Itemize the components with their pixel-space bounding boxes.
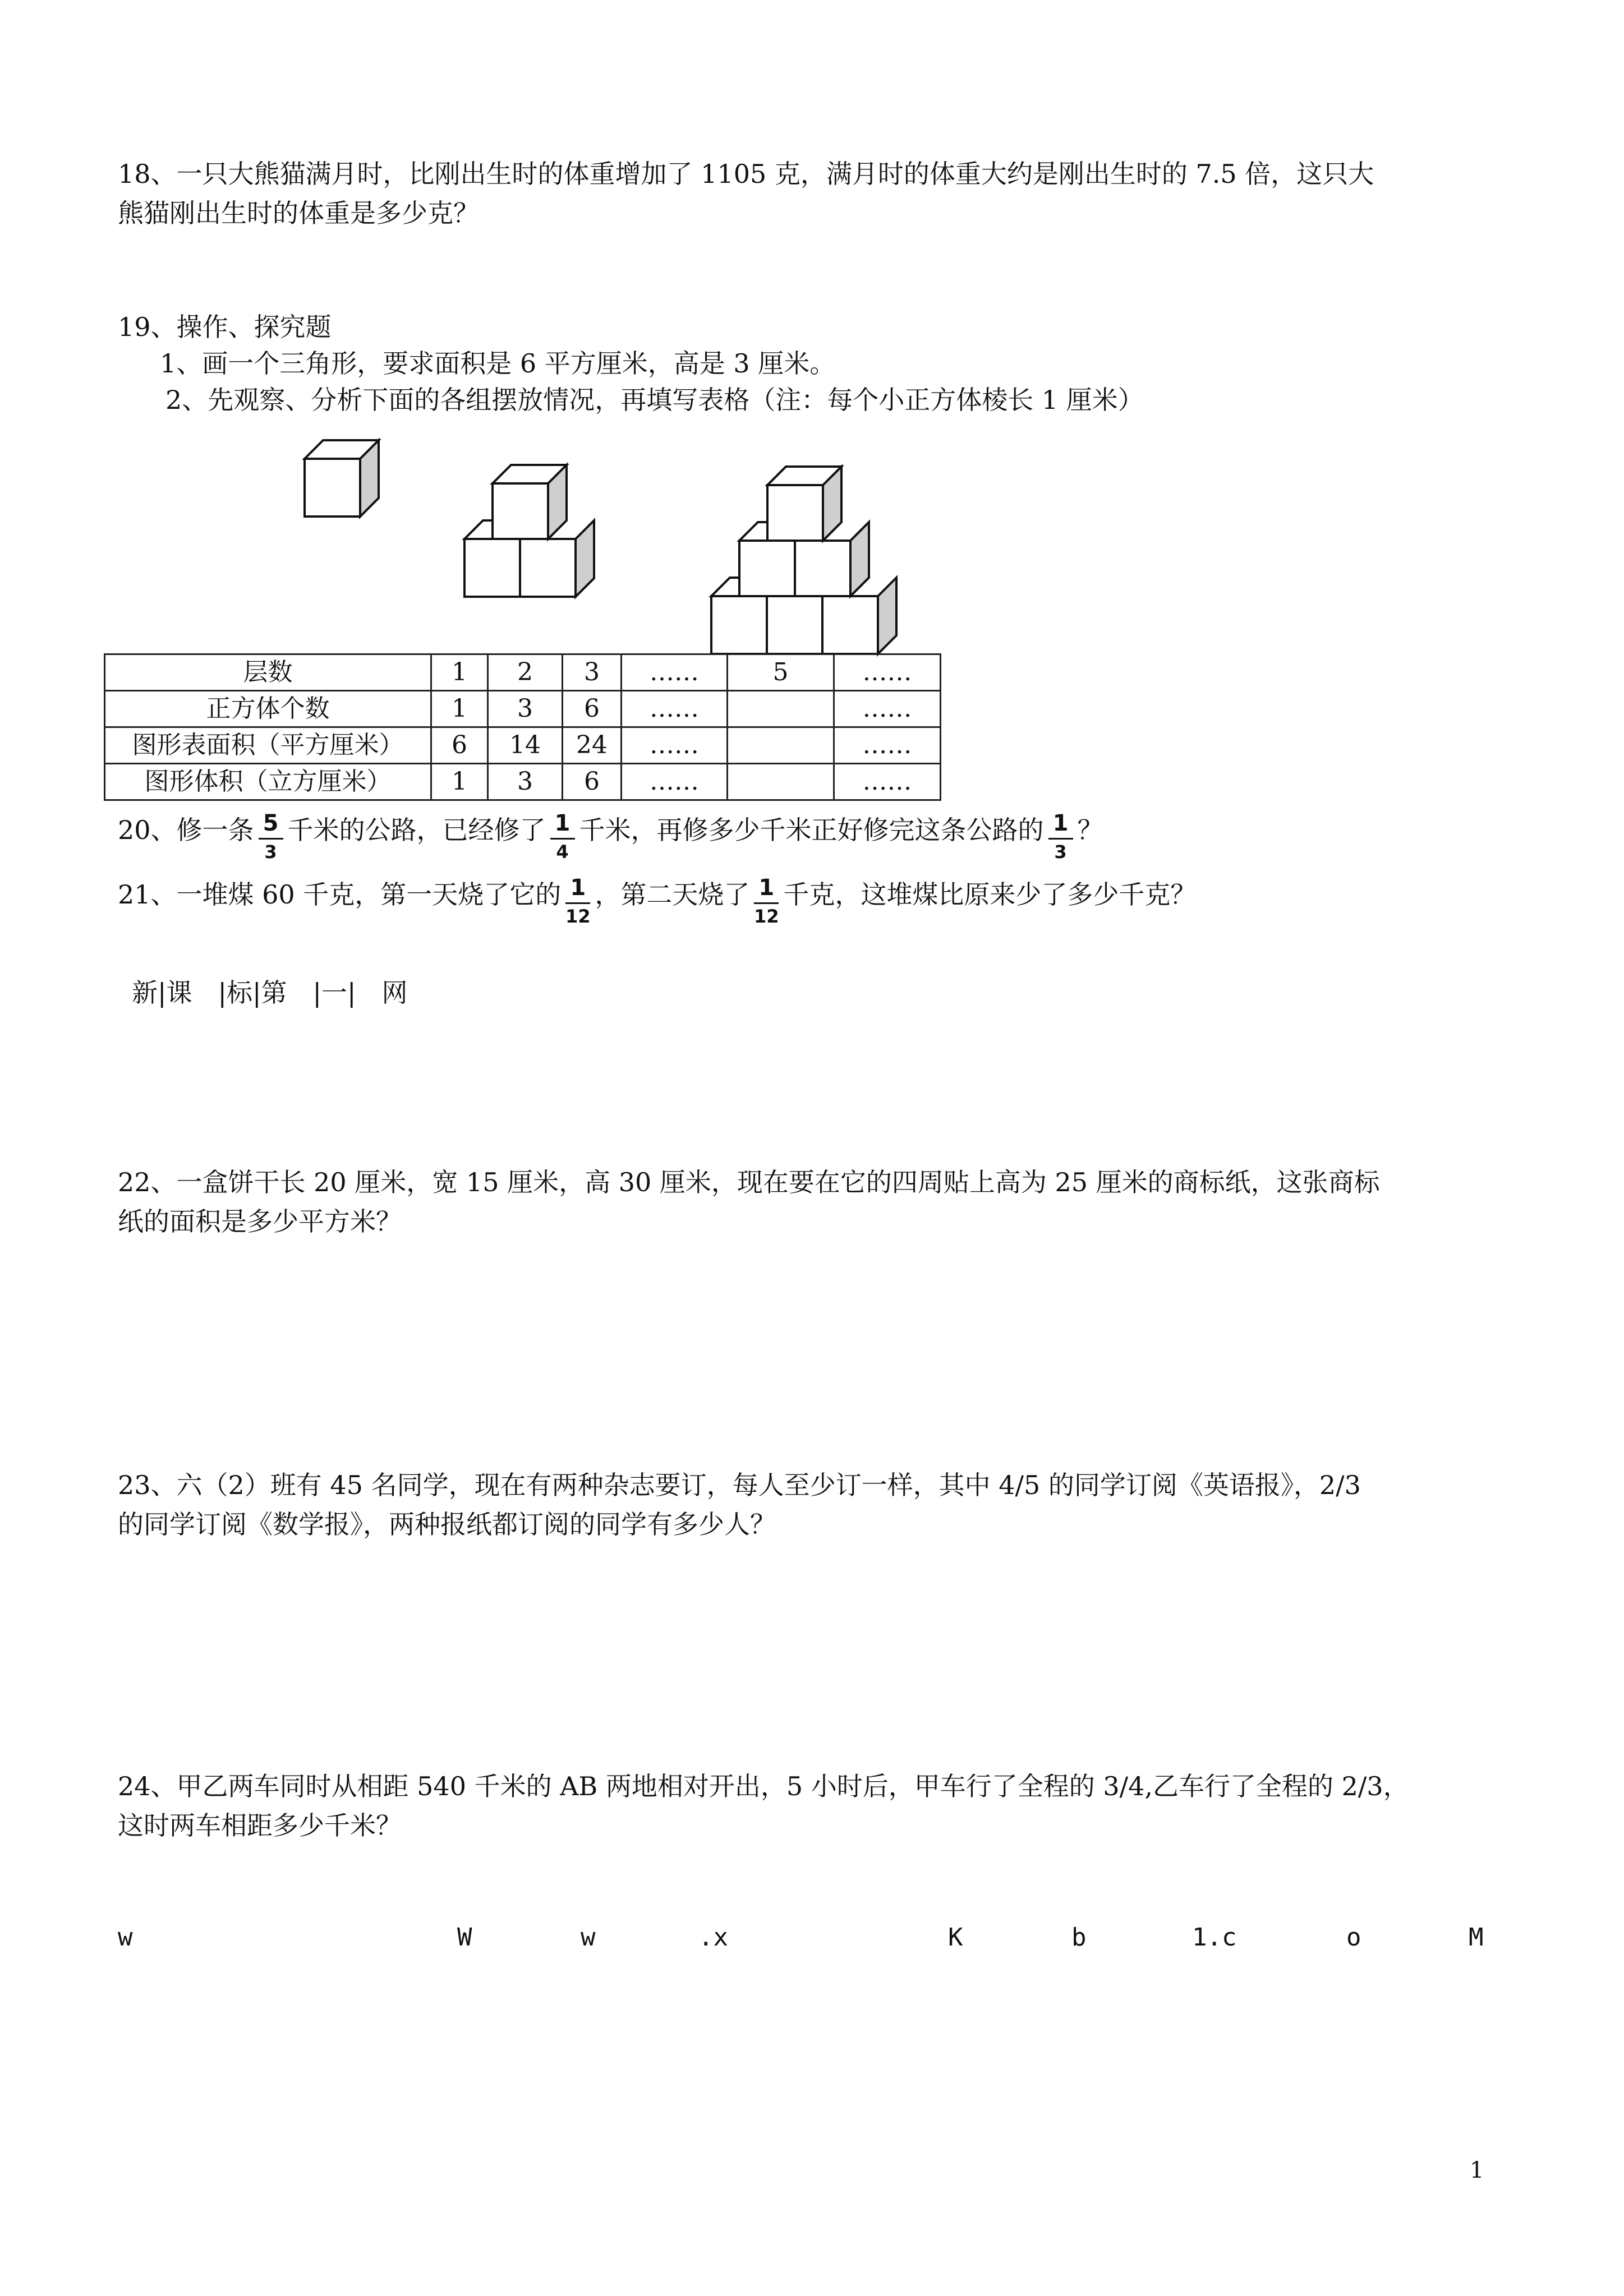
table-cell: 3: [488, 764, 563, 800]
q21-line: [118, 875, 1197, 927]
table-cell-blank[interactable]: [728, 727, 834, 764]
watermark-url: [0, 1921, 1624, 1954]
watermark-char: K: [948, 1923, 963, 1952]
watermark-text: 新|课 |标|第 |一| 网: [132, 978, 408, 1008]
table-cell: 图形表面积（平方厘米）: [105, 727, 431, 764]
watermark-char: w: [118, 1923, 133, 1952]
fraction-1-12-a: $\frac{1}{12}$: [565, 875, 591, 927]
q22-line2: 纸的面积是多少平方米？: [118, 1206, 402, 1237]
watermark-char: W: [457, 1923, 472, 1952]
fraction-1-3: $\frac{1}{3}$: [1044, 813, 1078, 847]
q23-line1: 23、六（2）班有 45 名同学，现在有两种杂志要订，每人至少订一样，其中 4/5 的同学订阅《英语报》，2/3: [118, 1470, 1361, 1500]
table-cell: 24: [563, 727, 622, 764]
table-cell: ……: [622, 764, 728, 800]
q24-line2: 这时两车相距多少千米？: [118, 1810, 402, 1841]
table-cell: ……: [834, 727, 941, 764]
table-cell: 2: [488, 654, 563, 691]
watermark-char: 1.c: [1192, 1923, 1237, 1952]
q23-line2: 的同学订阅《数学报》，两种报纸都订阅的同学有多少人？: [118, 1509, 776, 1539]
watermark-char: w: [581, 1923, 596, 1952]
q20-text-4: ？: [1077, 815, 1103, 845]
table-cell: 正方体个数: [105, 691, 431, 727]
table-cell: 14: [488, 727, 563, 764]
q22-line1: 22、一盒饼干长 20 厘米，宽 15 厘米，高 30 厘米，现在要在它的四周贴上高为 25 厘米的商标纸，这张商标: [118, 1167, 1380, 1197]
table-cell: 6: [563, 764, 622, 800]
page-number: 1: [1470, 2157, 1484, 2183]
table-cell: ……: [834, 654, 941, 691]
q20-text-3: 千米，再修多少千米正好修完这条公路的: [579, 815, 1044, 845]
fraction-1-4: $\frac{1}{4}$: [546, 813, 579, 847]
q18-line2: 熊猫刚出生时的体重是多少克？: [118, 198, 479, 228]
watermark-char: b: [1071, 1923, 1087, 1952]
cube-group-3: [711, 467, 896, 654]
q24-line1: 24、甲乙两车同时从相距 540 千米的 AB 两地相对开出，5 小时后，甲车行了全程的 3/4,乙车行了全程的 2/3，: [118, 1771, 1409, 1801]
table-cell: 6: [431, 727, 488, 764]
table-row: [105, 727, 941, 764]
table-row: [105, 764, 941, 800]
table-cell: 5: [728, 654, 834, 691]
table-cell: ……: [834, 691, 941, 727]
table-row: [105, 691, 941, 727]
q19-title: 19、操作、探究题: [118, 312, 332, 342]
q19-item2: 2、先观察、分析下面的各组摆放情况，再填写表格（注：每个小正方体棱长 1 厘米）: [165, 385, 1144, 415]
q20-text-2: 千米的公路，已经修了: [287, 815, 546, 845]
table-row: [105, 654, 941, 691]
q21-text-1: 21、一堆煤 60 千克，第一天烧了它的: [118, 879, 562, 910]
table-cell-blank[interactable]: [728, 764, 834, 800]
table-cell-blank[interactable]: [728, 691, 834, 727]
table-cell: 3: [563, 654, 622, 691]
table-cell: 3: [488, 691, 563, 727]
table-cell: ……: [622, 691, 728, 727]
cube-group-2: [464, 465, 594, 597]
watermark-char: o: [1346, 1923, 1361, 1952]
table-cell: 1: [431, 654, 488, 691]
q21-text-2: ，第二天烧了: [595, 879, 750, 910]
table-cell: 1: [431, 764, 488, 800]
table-cell: 6: [563, 691, 622, 727]
table-cell: 1: [431, 691, 488, 727]
q20-text-1: 20、修一条: [118, 815, 254, 845]
watermark-char: .x: [698, 1923, 728, 1952]
q18-line1: 18、一只大熊猫满月时，比刚出生时的体重增加了 1105 克，满月时的体重大约是刚出生时的 7.5 倍，这只大: [118, 159, 1374, 189]
table-cell: 层数: [105, 654, 431, 691]
cube-data-table: [104, 653, 941, 801]
fraction-1-12-b: $\frac{1}{12}$: [754, 875, 779, 927]
table-cell: 图形体积（立方厘米）: [105, 764, 431, 800]
q20-line: [118, 810, 1103, 863]
watermark-char: M: [1469, 1923, 1484, 1952]
cube-group-1: [305, 440, 379, 517]
table-cell: ……: [622, 654, 728, 691]
q21-text-3: 千克，这堆煤比原来少了多少千克？: [783, 879, 1197, 910]
table-cell: ……: [834, 764, 941, 800]
table-cell: ……: [622, 727, 728, 764]
fraction-5-3: $\frac{5}{3}$: [254, 813, 288, 847]
q19-item1: 1、画一个三角形，要求面积是 6 平方厘米，高是 3 厘米。: [160, 348, 836, 379]
cube-stack-figures: [0, 0, 1624, 673]
